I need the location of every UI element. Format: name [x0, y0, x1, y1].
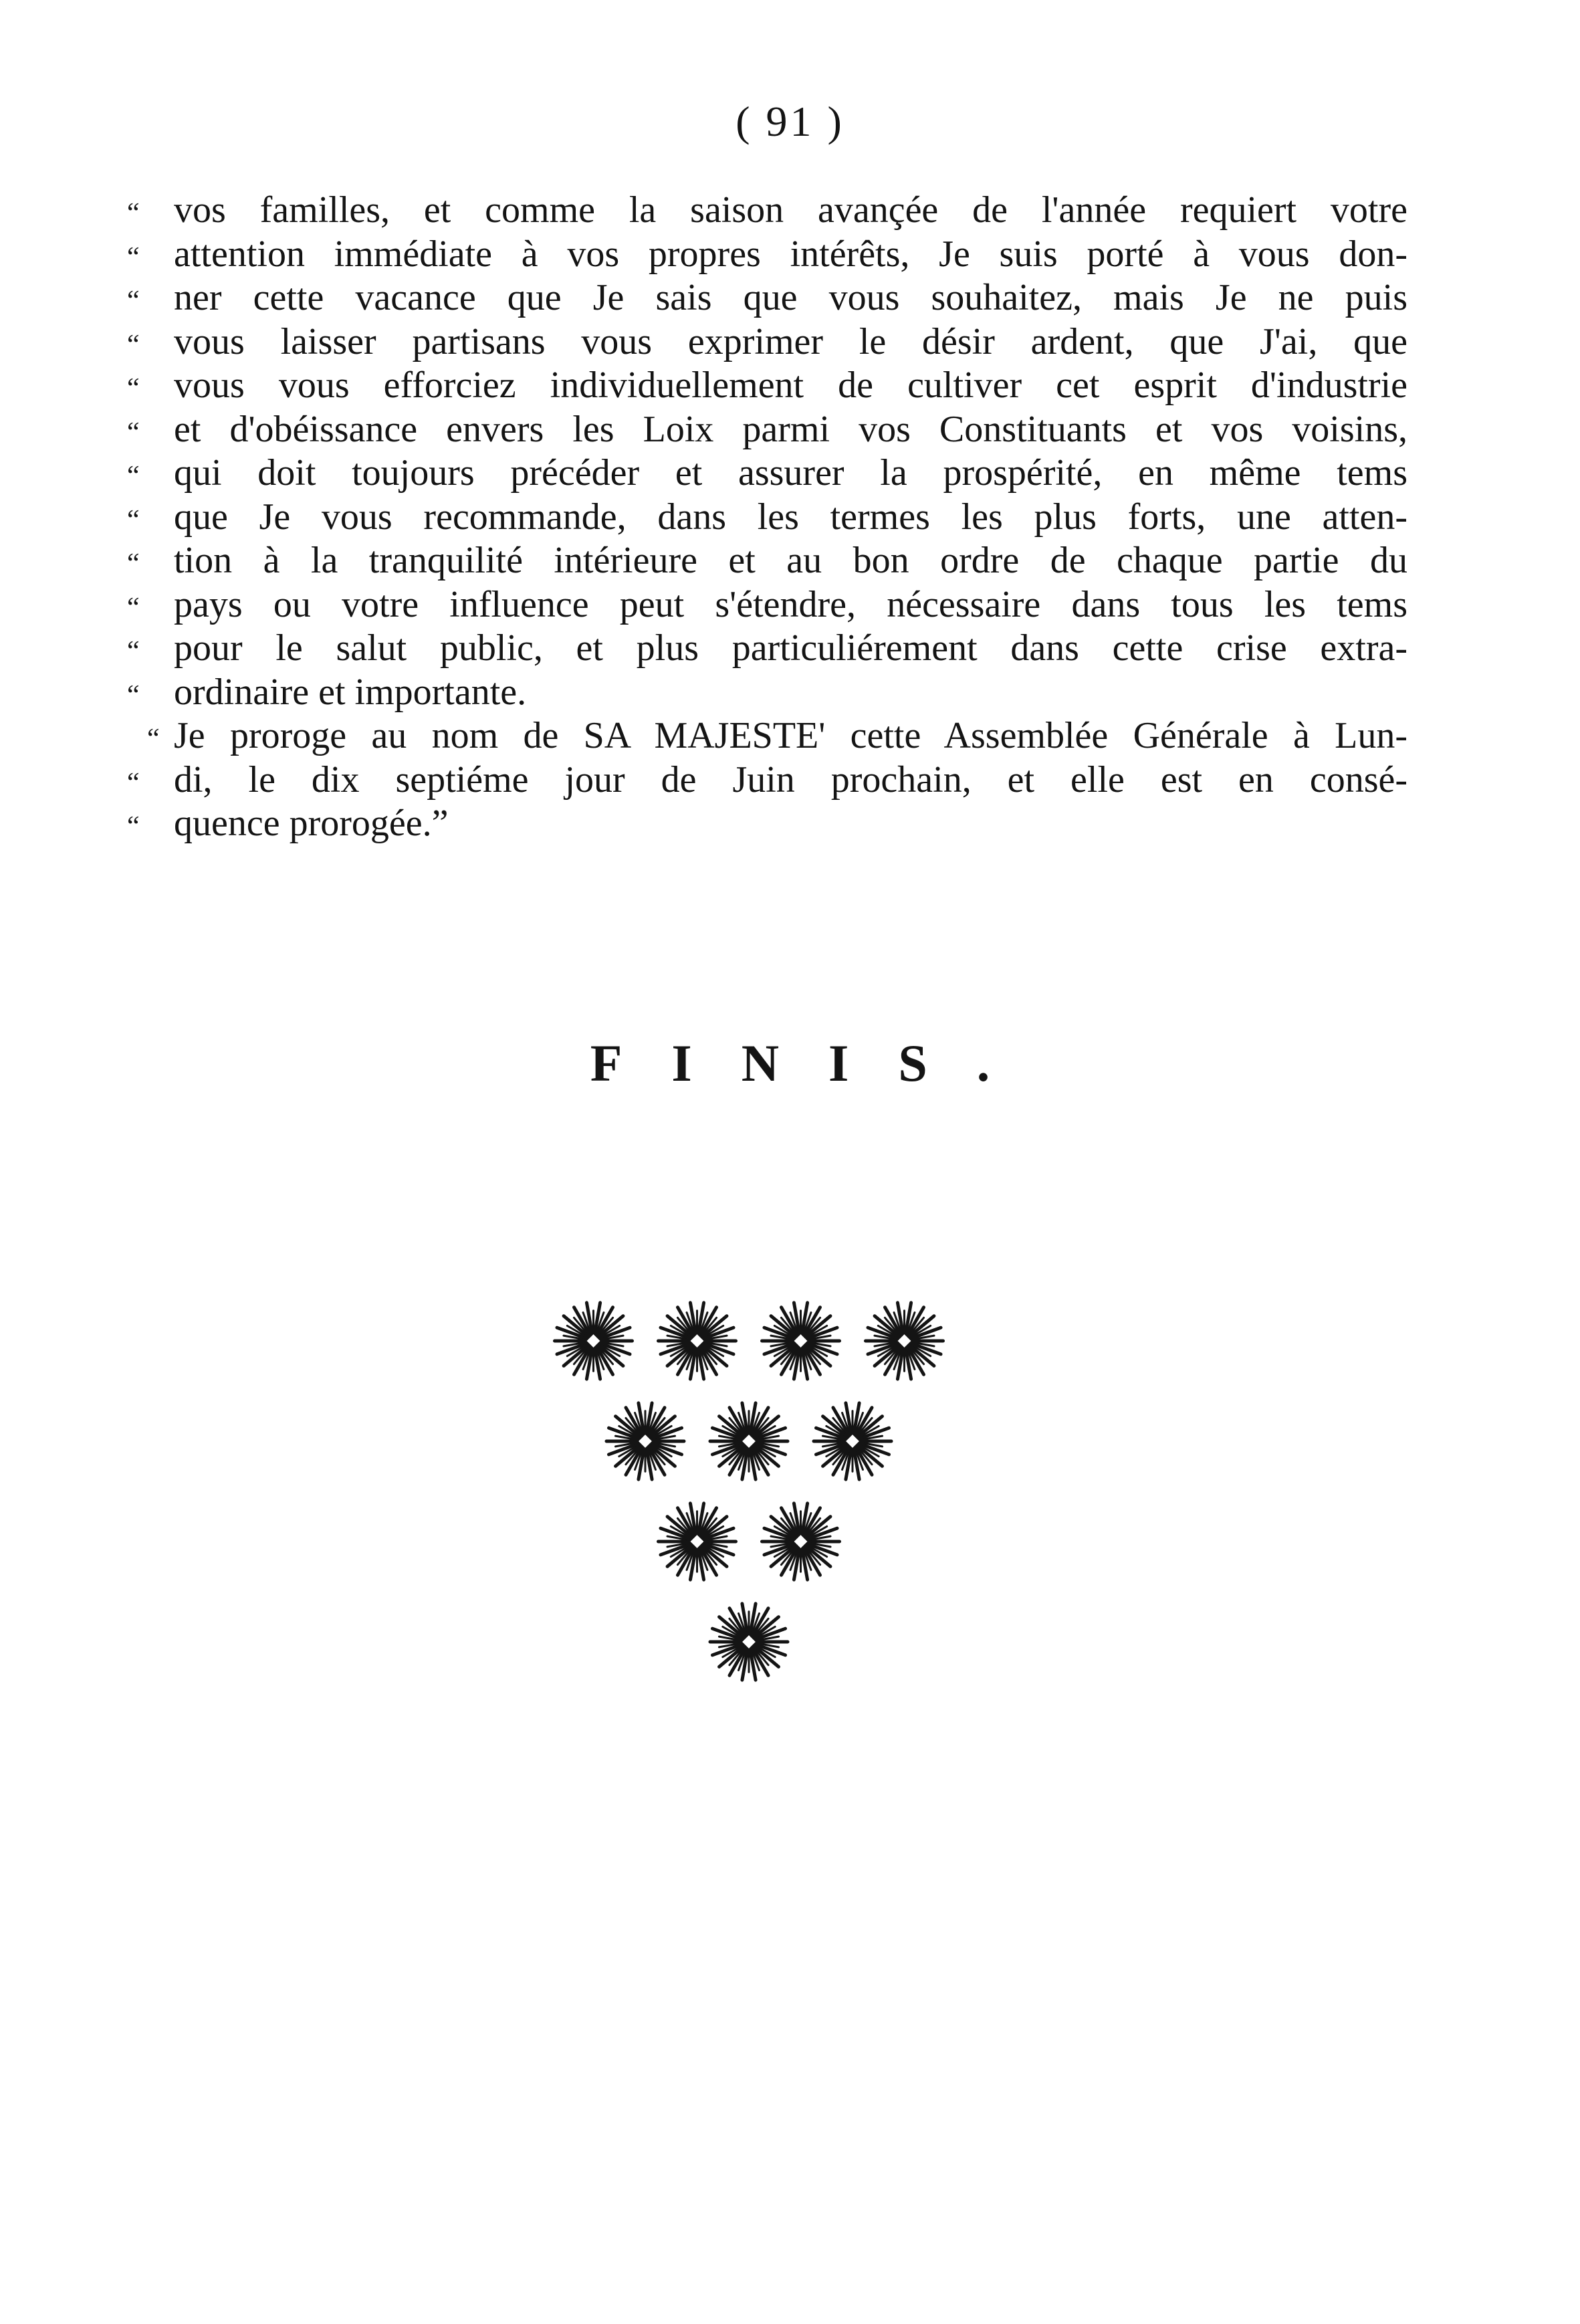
line-text: qui doit toujours précéder et assurer la prospérité, en même tems: [174, 452, 1407, 494]
text-line: [127, 233, 1407, 277]
running-quote-mark: “: [127, 461, 140, 492]
line-text: tion à la tranquilité intérieure et au bon ordre de chaque partie du: [174, 540, 1407, 581]
text-line: [127, 364, 1407, 408]
line-text: vos familles, et comme la saison avançée de l'année requiert votre: [174, 189, 1407, 231]
flower-ornament-icon: [606, 1403, 684, 1479]
running-quote-mark: “: [127, 286, 140, 316]
running-quote-mark: “: [127, 636, 140, 667]
flower-ornament-icon: [555, 1303, 633, 1379]
line-text: Je proroge au nom de SA MAJESTE' cette Assemblée Générale à Lun-: [174, 715, 1407, 756]
flower-ornament-icon: [659, 1303, 736, 1379]
line-text: et d'obéissance envers les Loix parmi vos Constituants et vos voisins,: [174, 408, 1407, 450]
text-line: [127, 451, 1407, 496]
line-text: ordinaire et importante.: [174, 671, 527, 713]
running-quote-mark: “: [127, 767, 140, 799]
text-line: [127, 583, 1407, 627]
proclamation-text: [127, 189, 1407, 846]
text-line: [127, 496, 1407, 540]
running-quote-mark: “: [127, 592, 140, 623]
running-quote-mark: “: [127, 373, 140, 404]
running-quote-mark: “: [127, 504, 140, 536]
page-number: ( 91 ): [736, 98, 844, 145]
text-line: [127, 802, 1407, 846]
running-quote-mark: “: [127, 198, 140, 229]
text-line: [127, 627, 1407, 671]
text-line: [127, 539, 1407, 583]
text-line: [127, 408, 1407, 452]
line-text: vous laisser partisans vous exprimer le désir ardent, que J'ai, que: [174, 320, 1407, 362]
flower-ornament-icon: [762, 1503, 840, 1580]
running-quote-mark: “: [127, 417, 140, 448]
running-quote-mark: “: [127, 329, 140, 360]
line-text: que Je vous recommande, dans les termes les plus forts, une atten-: [174, 496, 1407, 538]
line-text: di, le dix septiéme jour de Juin prochain, et elle est en consé-: [174, 758, 1407, 801]
flower-ornament-icon: [762, 1303, 840, 1379]
line-text: vous vous efforciez individuellement de cultiver cet esprit d'industrie: [174, 364, 1407, 406]
line-text: ner cette vacance que Je sais que vous souhaitez, mais Je ne puis: [174, 277, 1407, 318]
flower-ornament-icon: [659, 1503, 736, 1580]
running-quote-mark: “: [127, 548, 140, 579]
line-text: attention immédiate à vos propres intérêts, Je suis porté à vous don-: [174, 233, 1407, 275]
text-line: [127, 189, 1407, 233]
printers-flower-tailpiece-icon: [542, 1287, 956, 1689]
running-quote-mark: “: [127, 679, 140, 711]
running-quote-mark: “: [147, 724, 160, 754]
text-line: [127, 320, 1407, 364]
text-line: [127, 714, 1407, 758]
running-quote-mark: “: [127, 811, 140, 842]
line-text: pour le salut public, et plus particuliérement dans cette crise extra-: [174, 627, 1407, 669]
text-line: [127, 671, 1407, 715]
running-quote-mark: “: [127, 241, 140, 273]
finis-heading: FINIS.: [590, 1034, 1040, 1092]
flower-ornament-icon: [710, 1604, 788, 1680]
text-line: [127, 276, 1407, 320]
flower-ornament-icon: [866, 1303, 943, 1379]
line-text: pays ou votre influence peut s'étendre, nécessaire dans tous les tems: [174, 583, 1407, 625]
text-line: [127, 758, 1407, 803]
line-text: quence prorogée.”: [174, 803, 449, 844]
flower-ornament-icon: [710, 1403, 788, 1479]
flower-ornament-icon: [814, 1403, 891, 1479]
